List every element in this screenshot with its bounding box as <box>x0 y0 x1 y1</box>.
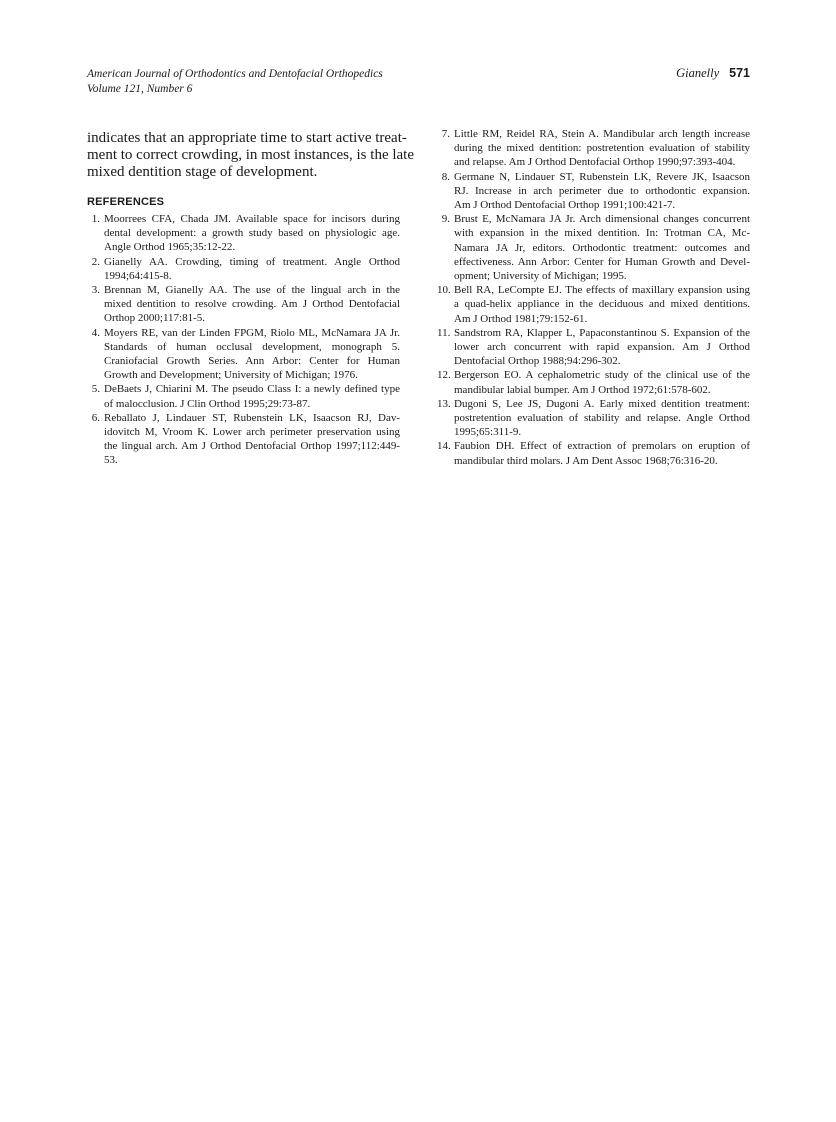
reference-list-left <box>87 212 400 468</box>
reference-item <box>437 439 750 467</box>
reference-line: Reballato J, Lindauer ST, Rubenstein LK, Isaacson RJ, Dav- <box>104 411 400 424</box>
reference-item <box>87 382 400 410</box>
reference-number: 6. <box>91 411 100 424</box>
running-header-left <box>87 67 383 97</box>
reference-number: 5. <box>91 383 100 396</box>
journal-title: American Journal of Orthodontics and Dentofacial Orthopedics <box>87 68 383 80</box>
reference-number: 4. <box>91 326 100 339</box>
reference-line: Namara JA Jr, editors. Orthodontic treatment: outcomes and <box>454 241 750 254</box>
reference-item <box>437 326 750 369</box>
reference-line: Growth and Development; University of Michigan; 1976. <box>104 369 358 382</box>
volume-issue: Volume 121, Number 6 <box>87 83 193 95</box>
reference-item <box>437 397 750 440</box>
right-column <box>437 127 750 468</box>
reference-item <box>87 411 400 468</box>
reference-line: 1995;65:311-9. <box>454 426 522 439</box>
reference-line: dental development: a growth study based on physiologic age. <box>104 227 400 240</box>
page-number: 571 <box>729 66 750 80</box>
body-line: mixed dentition stage of development. <box>87 164 318 180</box>
author-name: Gianelly <box>676 66 720 80</box>
reference-line: Bell RA, LeCompte EJ. The effects of maxillary expansion using <box>454 284 750 297</box>
reference-item <box>87 283 400 326</box>
reference-line: Moorrees CFA, Chada JM. Available space for incisors during <box>104 213 400 225</box>
reference-item <box>437 283 750 326</box>
reference-line: the lingual arch. Am J Orthod Dentofacial Orthop 1997;112:449- <box>104 440 400 453</box>
reference-line: opment; University of Michigan; 1995. <box>454 270 627 283</box>
running-header-right <box>676 66 750 81</box>
reference-line: of malocclusion. J Clin Orthod 1995;29:73-87. <box>104 397 311 410</box>
reference-line: Am J Orthod 1981;79:152-61. <box>454 312 588 325</box>
reference-line: mandibular third molars. J Am Dent Assoc 1968;76:316-20. <box>454 454 718 467</box>
reference-item <box>437 127 750 170</box>
reference-line: Am J Orthod Dentofacial Orthop 1991;100:421-7. <box>454 199 676 212</box>
reference-line: Dugoni S, Lee JS, Dugoni A. Early mixed dentition treatment: <box>454 397 750 410</box>
body-paragraph <box>87 130 414 181</box>
reference-number: 3. <box>91 284 100 297</box>
reference-line: Brennan M, Gianelly AA. The use of the lingual arch in the <box>104 284 400 297</box>
reference-line: mixed dentition to resolve crowding. Am J Orthod Dentofacial <box>104 298 400 311</box>
reference-number: 8. <box>441 170 450 183</box>
reference-line: during the mixed dentition: postretention evaluation of stability <box>454 142 750 155</box>
reference-line: effectiveness. Ann Arbor: Center for Human Growth and Devel- <box>454 255 750 268</box>
reference-line: RJ. Increase in arch perimeter due to orthodontic expansion. <box>454 184 750 197</box>
reference-list-right <box>437 127 750 468</box>
reference-line: and relapse. Am J Orthod Dentofacial Orthop 1990;97:393-404. <box>454 156 736 169</box>
reference-line: Bergerson EO. A cephalometric study of the clinical use of the <box>454 369 750 382</box>
reference-line: mandibular labial bumper. Am J Orthod 1972;61:578-602. <box>454 383 711 396</box>
reference-number: 9. <box>441 213 450 226</box>
reference-line: Angle Orthod 1965;35:12-22. <box>104 241 236 254</box>
left-column <box>87 130 414 468</box>
reference-number: 1. <box>91 213 100 225</box>
reference-line: Gianelly AA. Crowding, timing of treatment. Angle Orthod <box>104 255 400 268</box>
reference-line: 53. <box>104 454 118 467</box>
reference-item <box>87 326 400 383</box>
reference-item <box>437 170 750 213</box>
reference-line: lower arch concurrent with rapid expansion. Am J Orthod <box>454 341 750 354</box>
reference-number: 7. <box>441 128 450 140</box>
reference-line: 1994;64:415-8. <box>104 269 172 282</box>
reference-number: 2. <box>91 255 100 268</box>
reference-line: Germane N, Lindauer ST, Rubenstein LK, Revere JK, Isaacson <box>454 170 750 183</box>
reference-line: a quad-helix appliance in the deciduous and mixed dentitions. <box>454 298 750 311</box>
reference-line: Brust E, McNamara JA Jr. Arch dimensional changes concurrent <box>454 213 750 226</box>
reference-number: 14. <box>437 440 451 453</box>
reference-number: 13. <box>437 397 451 410</box>
reference-line: with expansion in the mixed dentition. In: Trotman CA, Mc- <box>454 227 750 240</box>
reference-number: 11. <box>437 326 451 339</box>
body-line: indicates that an appropriate time to start active treat- <box>87 130 407 146</box>
references-heading: REFERENCES <box>87 196 165 208</box>
reference-number: 12. <box>437 369 451 382</box>
reference-line: Sandstrom RA, Klapper L, Papaconstantinou S. Expansion of the <box>454 326 750 339</box>
reference-item <box>437 212 750 283</box>
reference-number: 10. <box>437 284 451 297</box>
reference-line: Dentofacial Orthop 1988;94:296-302. <box>454 355 621 368</box>
reference-line: Little RM, Reidel RA, Stein A. Mandibular arch length increase <box>454 128 750 140</box>
reference-item <box>87 212 400 255</box>
reference-line: DeBaets J, Chiarini M. The pseudo Class I: a newly defined type <box>104 383 400 396</box>
reference-line: Moyers RE, van der Linden FPGM, Riolo ML, McNamara JA Jr. <box>104 326 400 339</box>
reference-line: Faubion DH. Effect of extraction of premolars on eruption of <box>454 440 750 453</box>
body-line: ment to correct crowding, in most instances, is the late <box>87 147 414 163</box>
reference-line: idovitch M, Vroom K. Lower arch perimeter preservation using <box>104 426 400 439</box>
reference-line: Orthop 2000;117:81-5. <box>104 312 206 325</box>
reference-item <box>437 368 750 396</box>
reference-line: Craniofacial Growth Series. Ann Arbor: Center for Human <box>104 355 400 368</box>
reference-item <box>87 255 400 283</box>
reference-line: postretention evaluation of stability and relapse. Angle Orthod <box>454 412 750 425</box>
reference-line: Standards of human occlusal development, monograph 5. <box>104 340 400 353</box>
